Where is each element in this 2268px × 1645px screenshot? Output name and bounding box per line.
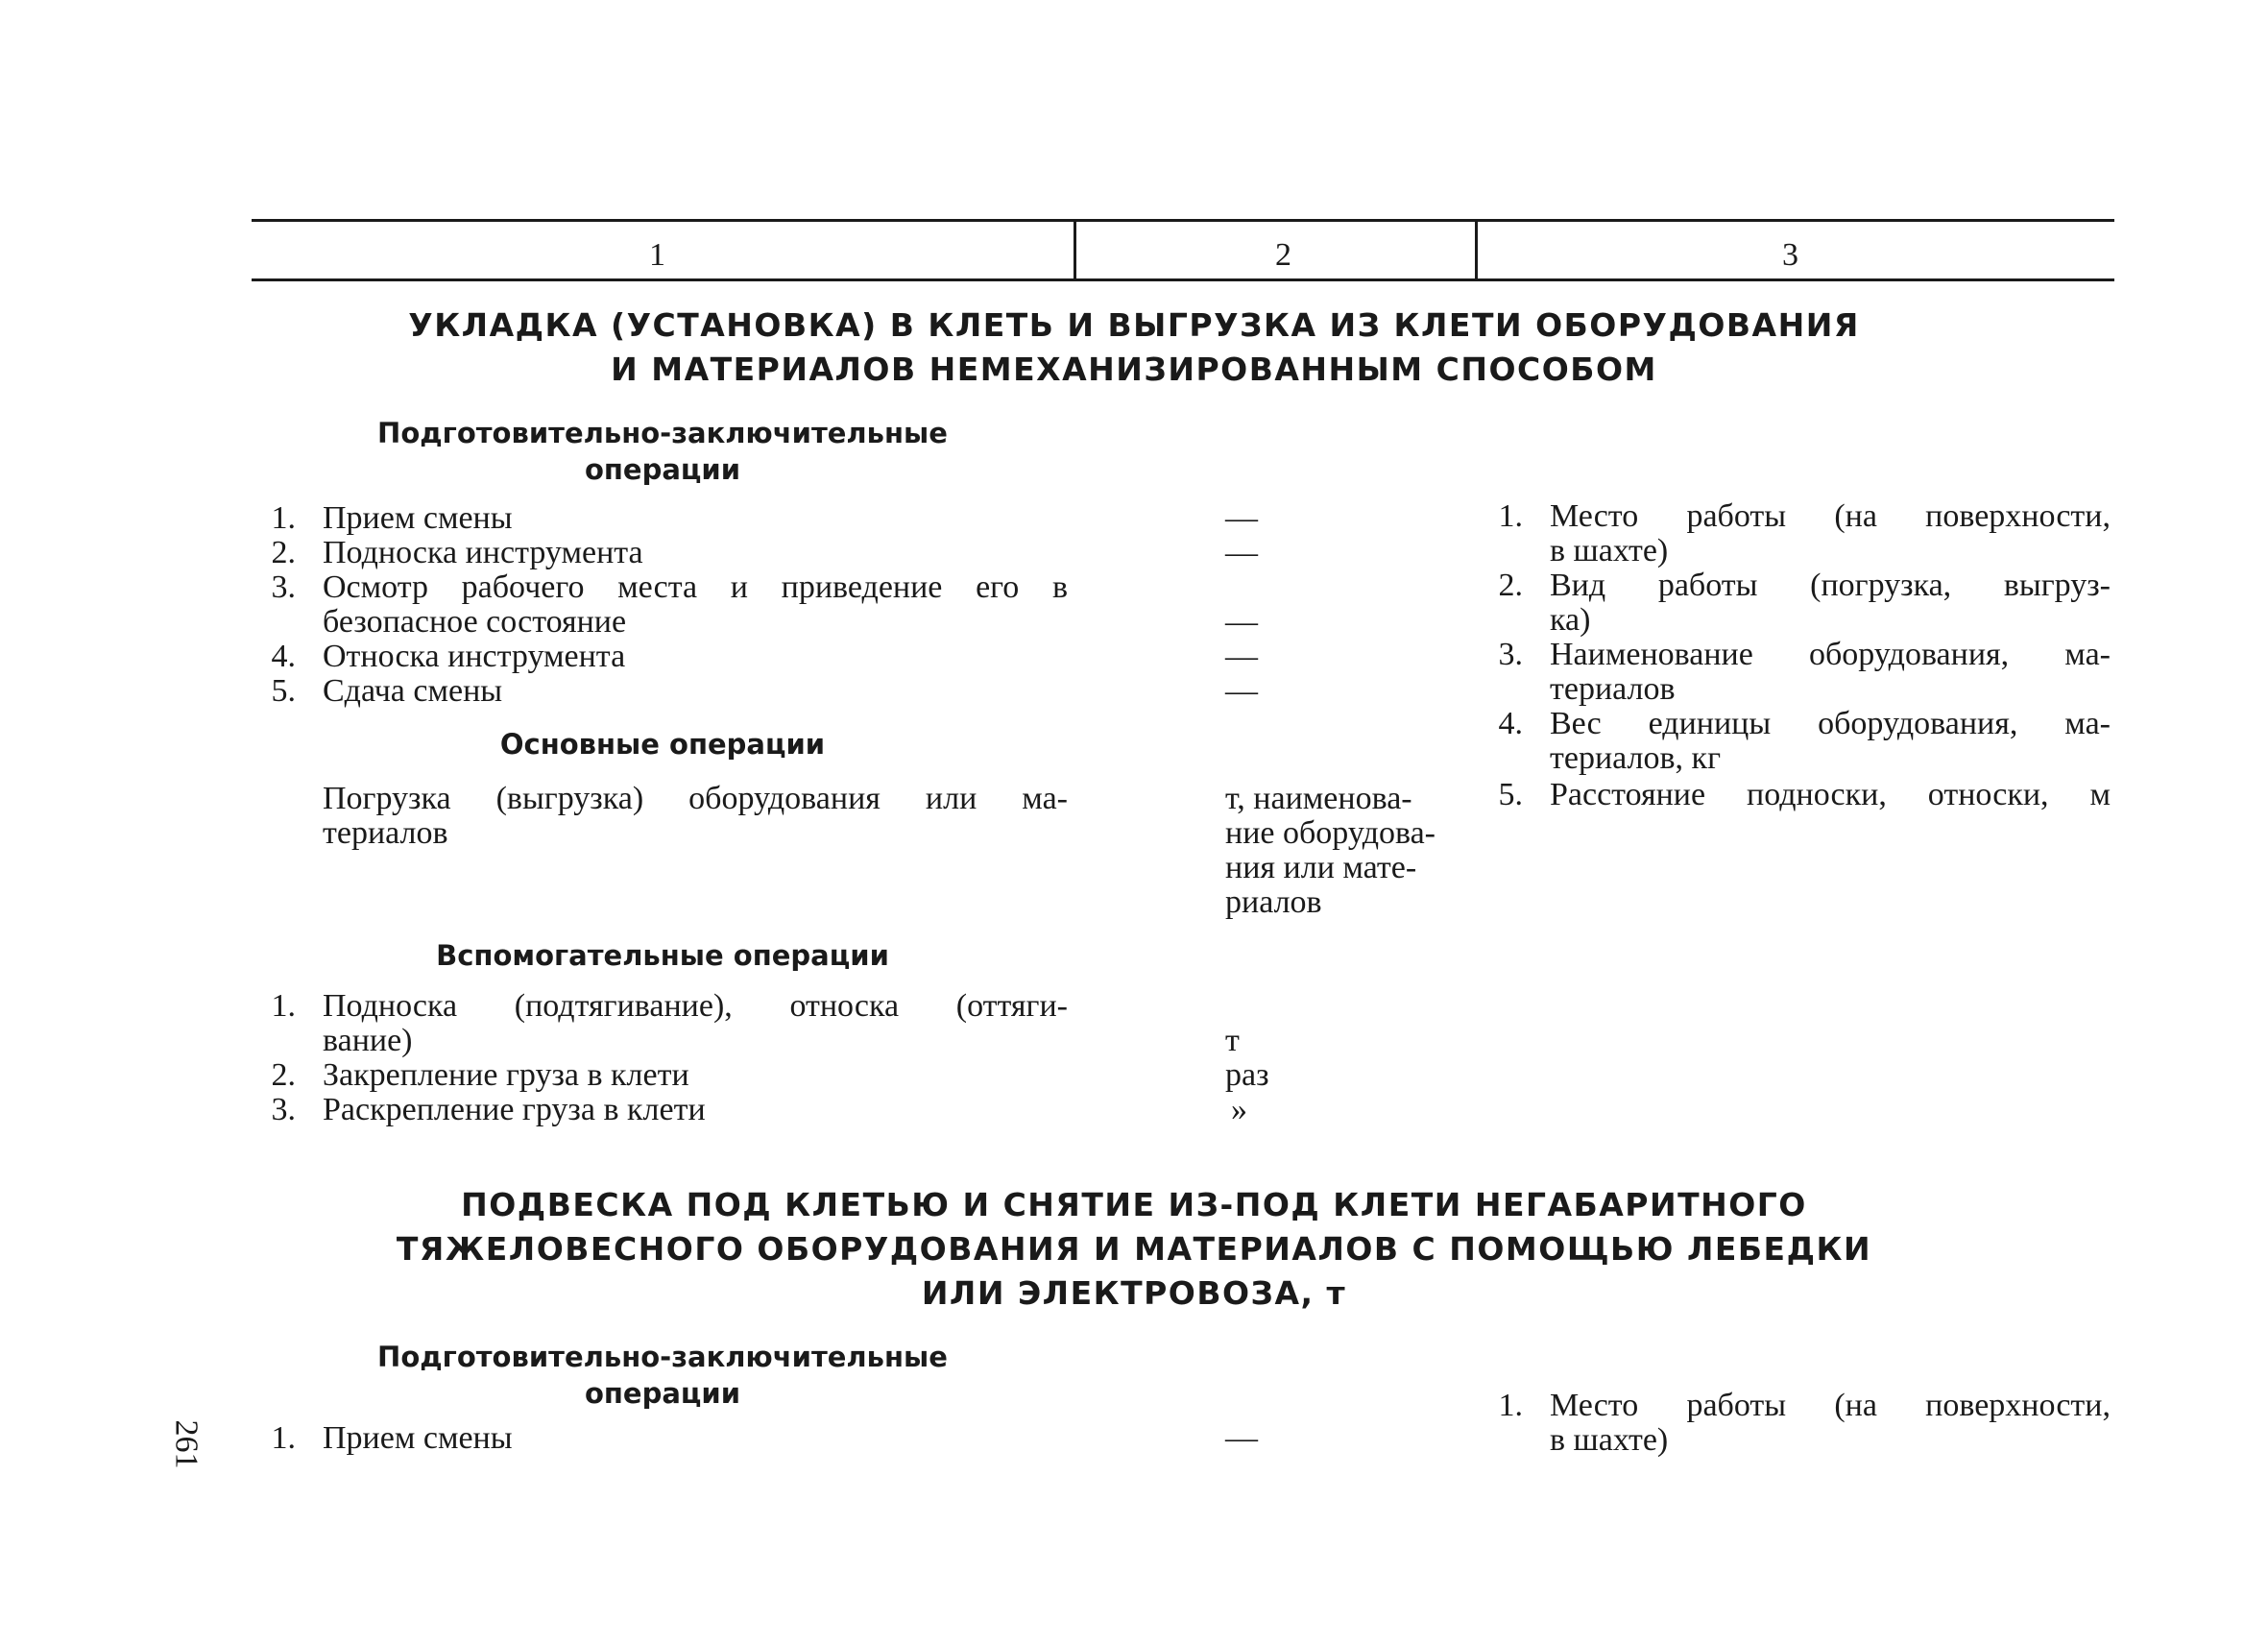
section2-prep-heading-line2: операции bbox=[584, 1377, 741, 1410]
section2-factor-text-cont: в шахте) bbox=[1550, 1422, 1669, 1458]
section2-factor-text: Место работы (на поверхности, bbox=[1550, 1388, 2111, 1423]
main-op-unit: т, наименова- bbox=[1225, 781, 1412, 816]
factor-text-cont: териалов, кг bbox=[1550, 740, 1722, 776]
col-divider-2 bbox=[1475, 221, 1478, 278]
main-op-unit: ния или мате- bbox=[1225, 850, 1417, 885]
factor-text-cont: ка) bbox=[1550, 602, 1591, 638]
prep-item-num: 5. bbox=[271, 673, 296, 709]
main-op-text-cont: териалов bbox=[323, 815, 448, 851]
factor-num: 4. bbox=[1498, 706, 1523, 741]
section2-factor-num: 1. bbox=[1498, 1388, 1523, 1423]
prep-item-text: Прием смены bbox=[323, 500, 513, 536]
aux-ops-heading: Вспомогательные операции bbox=[436, 939, 889, 972]
factor-text: Вес единицы оборудования, ма- bbox=[1550, 706, 2111, 741]
section2-title-line1: ПОДВЕСКА ПОД КЛЕТЬЮ И СНЯТИЕ ИЗ-ПОД КЛЕТИ НЕГАБАРИТНОГО bbox=[461, 1186, 1807, 1223]
section1-title-line1: УКЛАДКА (УСТАНОВКА) В КЛЕТЬ И ВЫГРУЗКА ИЗ КЛЕТИ ОБОРУДОВАНИЯ bbox=[408, 306, 1860, 344]
section2-item-text: Прием смены bbox=[323, 1420, 513, 1456]
col-header-1: 1 bbox=[649, 237, 665, 273]
factor-text: Вид работы (погрузка, выгруз- bbox=[1550, 568, 2111, 603]
top-rule bbox=[252, 219, 2114, 222]
aux-item-num: 2. bbox=[271, 1057, 296, 1093]
aux-item-text: Раскрепление груза в клети bbox=[323, 1092, 706, 1127]
prep-item-unit: — bbox=[1225, 604, 1258, 640]
section2-item-unit: — bbox=[1225, 1420, 1258, 1456]
section1-prep-heading-line1: Подготовительно-заключительные bbox=[377, 417, 948, 449]
aux-item-num: 1. bbox=[271, 988, 296, 1024]
col-header-3: 3 bbox=[1782, 237, 1798, 273]
factor-num: 2. bbox=[1498, 568, 1523, 603]
factor-text: Расстояние подноски, относки, м bbox=[1550, 777, 2111, 812]
main-op-unit: риалов bbox=[1225, 884, 1322, 920]
prep-item-num: 3. bbox=[271, 569, 296, 605]
prep-item-unit: — bbox=[1225, 535, 1258, 570]
main-ops-heading: Основные операции bbox=[499, 728, 826, 761]
main-op-text: Погрузка (выгрузка) оборудования или ма- bbox=[323, 781, 1068, 816]
prep-item-unit: — bbox=[1225, 500, 1258, 536]
aux-item-unit: » bbox=[1231, 1092, 1247, 1127]
col-header-2: 2 bbox=[1275, 237, 1291, 273]
factor-text-cont: в шахте) bbox=[1550, 533, 1669, 568]
aux-item-num: 3. bbox=[271, 1092, 296, 1127]
prep-item-text: Сдача смены bbox=[323, 673, 503, 709]
section2-prep-heading-line1: Подготовительно-заключительные bbox=[377, 1341, 948, 1373]
factor-num: 3. bbox=[1498, 637, 1523, 672]
prep-item-num: 4. bbox=[271, 639, 296, 674]
section2-title-line2: ТЯЖЕЛОВЕСНОГО ОБОРУДОВАНИЯ И МАТЕРИАЛОВ С ПОМОЩЬЮ ЛЕБЕДКИ bbox=[396, 1230, 1872, 1268]
prep-item-unit: — bbox=[1225, 673, 1258, 709]
main-op-unit: ние оборудова- bbox=[1225, 815, 1436, 851]
section1-title-line2: И МАТЕРИАЛОВ НЕМЕХАНИЗИРОВАННЫМ СПОСОБОМ bbox=[611, 351, 1657, 388]
prep-item-num: 2. bbox=[271, 535, 296, 570]
aux-item-unit: т bbox=[1225, 1023, 1240, 1058]
factor-num: 1. bbox=[1498, 498, 1523, 534]
aux-item-unit: раз bbox=[1225, 1057, 1269, 1093]
section2-item-num: 1. bbox=[271, 1420, 296, 1456]
col-divider-1 bbox=[1074, 221, 1076, 278]
prep-item-num: 1. bbox=[271, 500, 296, 536]
aux-item-text: Подноска (подтягивание), относка (оттяги- bbox=[323, 988, 1068, 1024]
factor-text: Место работы (на поверхности, bbox=[1550, 498, 2111, 534]
section1-prep-heading-line2: операции bbox=[584, 453, 741, 486]
prep-item-text: Осмотр рабочего места и приведение его в bbox=[323, 569, 1068, 605]
prep-item-text-cont: безопасное состояние bbox=[323, 604, 627, 640]
factor-text: Наименование оборудования, ма- bbox=[1550, 637, 2111, 672]
aux-item-text: Закрепление груза в клети bbox=[323, 1057, 689, 1093]
prep-item-text: Подноска инструмента bbox=[323, 535, 643, 570]
section2-title-line3: ИЛИ ЭЛЕКТРОВОЗА, т bbox=[921, 1274, 1347, 1312]
factor-num: 5. bbox=[1498, 777, 1523, 812]
prep-item-unit: — bbox=[1225, 639, 1258, 674]
aux-item-text-cont: вание) bbox=[323, 1023, 413, 1058]
page-number: 261 bbox=[168, 1419, 205, 1469]
header-bottom-rule bbox=[252, 278, 2114, 281]
factor-text-cont: териалов bbox=[1550, 671, 1676, 707]
prep-item-text: Относка инструмента bbox=[323, 639, 626, 674]
